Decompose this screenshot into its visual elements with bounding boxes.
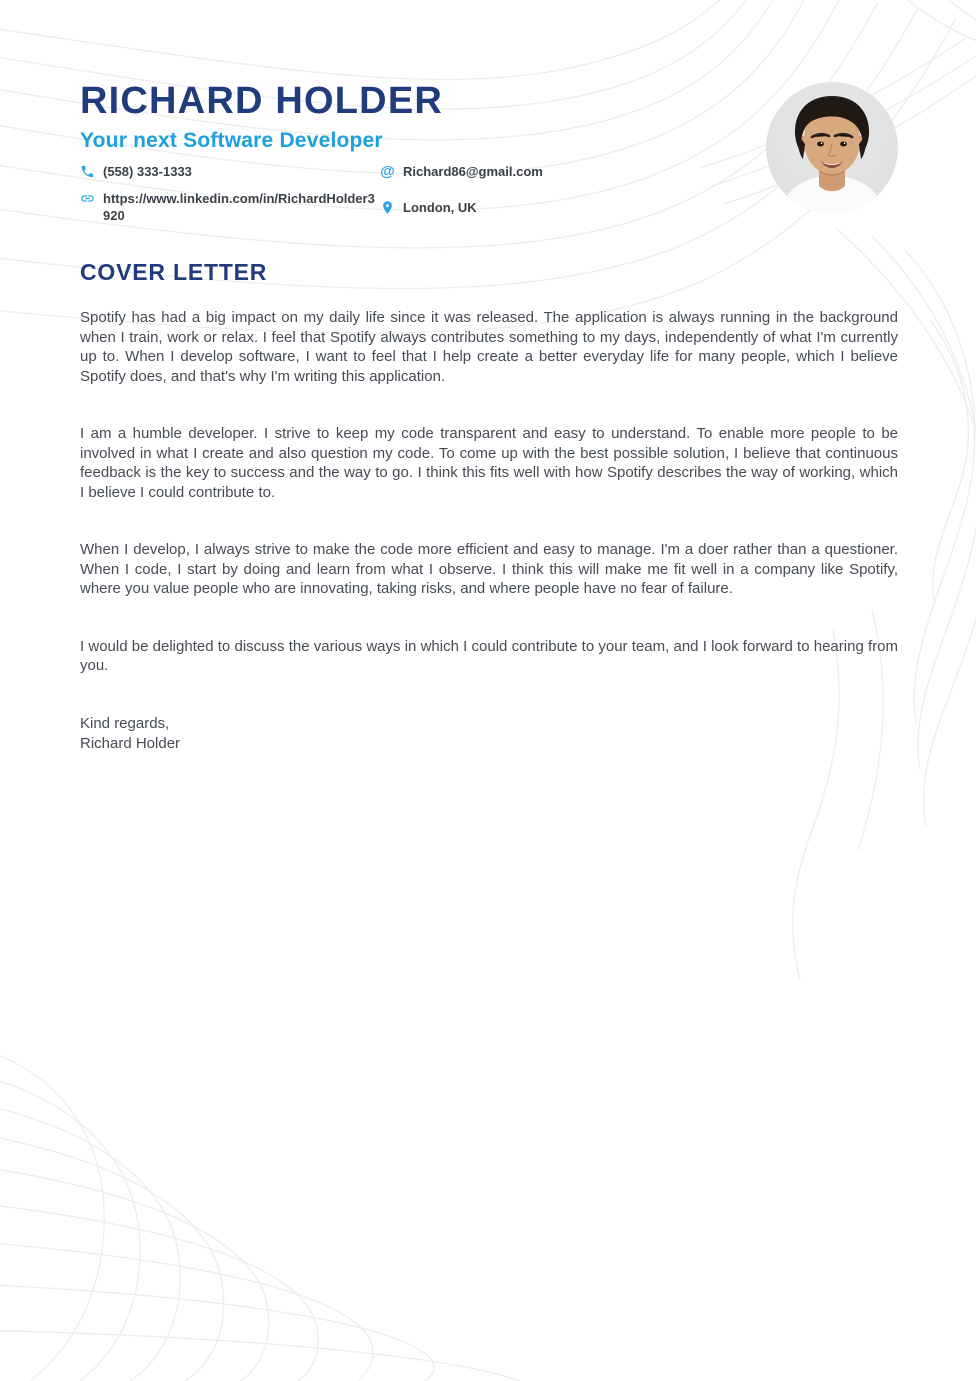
contact-linkedin <box>80 190 380 224</box>
letter-paragraph: I am a humble developer. I strive to keep my code transparent and easy to understand. To enable more people to be involved in what I create and also question my code. To come up with the best possible solution, I believe that continuous feedback is the key to success and the way to go. I think this fits well with how Spotify describes the way of working, which I believe I could contribute to. <box>80 425 898 501</box>
contact-phone <box>80 163 380 180</box>
contact-location <box>380 199 898 216</box>
letter-paragraph: Spotify has had a big impact on my daily life since it was released. The application is always running in the background when I train, work or relax. I feel that Spotify always contributes something to my days, independently of what I'm currently up to. When I develop software, I want to feel that I help create a better everyday life for many people, which I believe Spotify does, and that's why I'm writing this application. <box>80 309 898 385</box>
email-value[interactable]: Richard86@gmail.com <box>403 164 543 180</box>
linkedin-value[interactable]: https://www.linkedin.com/in/RichardHolder3920 <box>103 191 375 224</box>
link-icon <box>80 191 95 206</box>
at-icon: @ <box>380 163 395 181</box>
location-pin-icon <box>380 200 395 215</box>
phone-value: (558) 333-1333 <box>103 164 192 180</box>
closing-signature: Richard Holder <box>80 734 181 752</box>
contact-info <box>80 163 898 224</box>
letter-paragraph: I would be delighted to discuss the various ways in which I could contribute to your team, and I look forward to hearing from you. <box>80 637 898 675</box>
candidate-tagline: Your next Software Developer <box>80 128 383 152</box>
candidate-name: RICHARD HOLDER <box>80 80 444 122</box>
phone-icon <box>80 164 95 179</box>
letter-paragraph: When I develop, I always strive to make the code more efficient and easy to manage. I'm a doer rather than a questioner. When I code, I start by doing and learn from what I observe. I think this will make me fit well in a company like Spotify, where you value people who are innovating, taking risks, and where people have no fear of failure. <box>80 541 898 598</box>
letter-closing <box>80 714 898 755</box>
letter-body <box>80 308 898 754</box>
closing-salutation: Kind regards, <box>80 714 170 732</box>
location-value: London, UK <box>403 199 477 215</box>
contact-email <box>380 163 898 180</box>
cover-letter-heading: COVER LETTER <box>80 258 268 285</box>
